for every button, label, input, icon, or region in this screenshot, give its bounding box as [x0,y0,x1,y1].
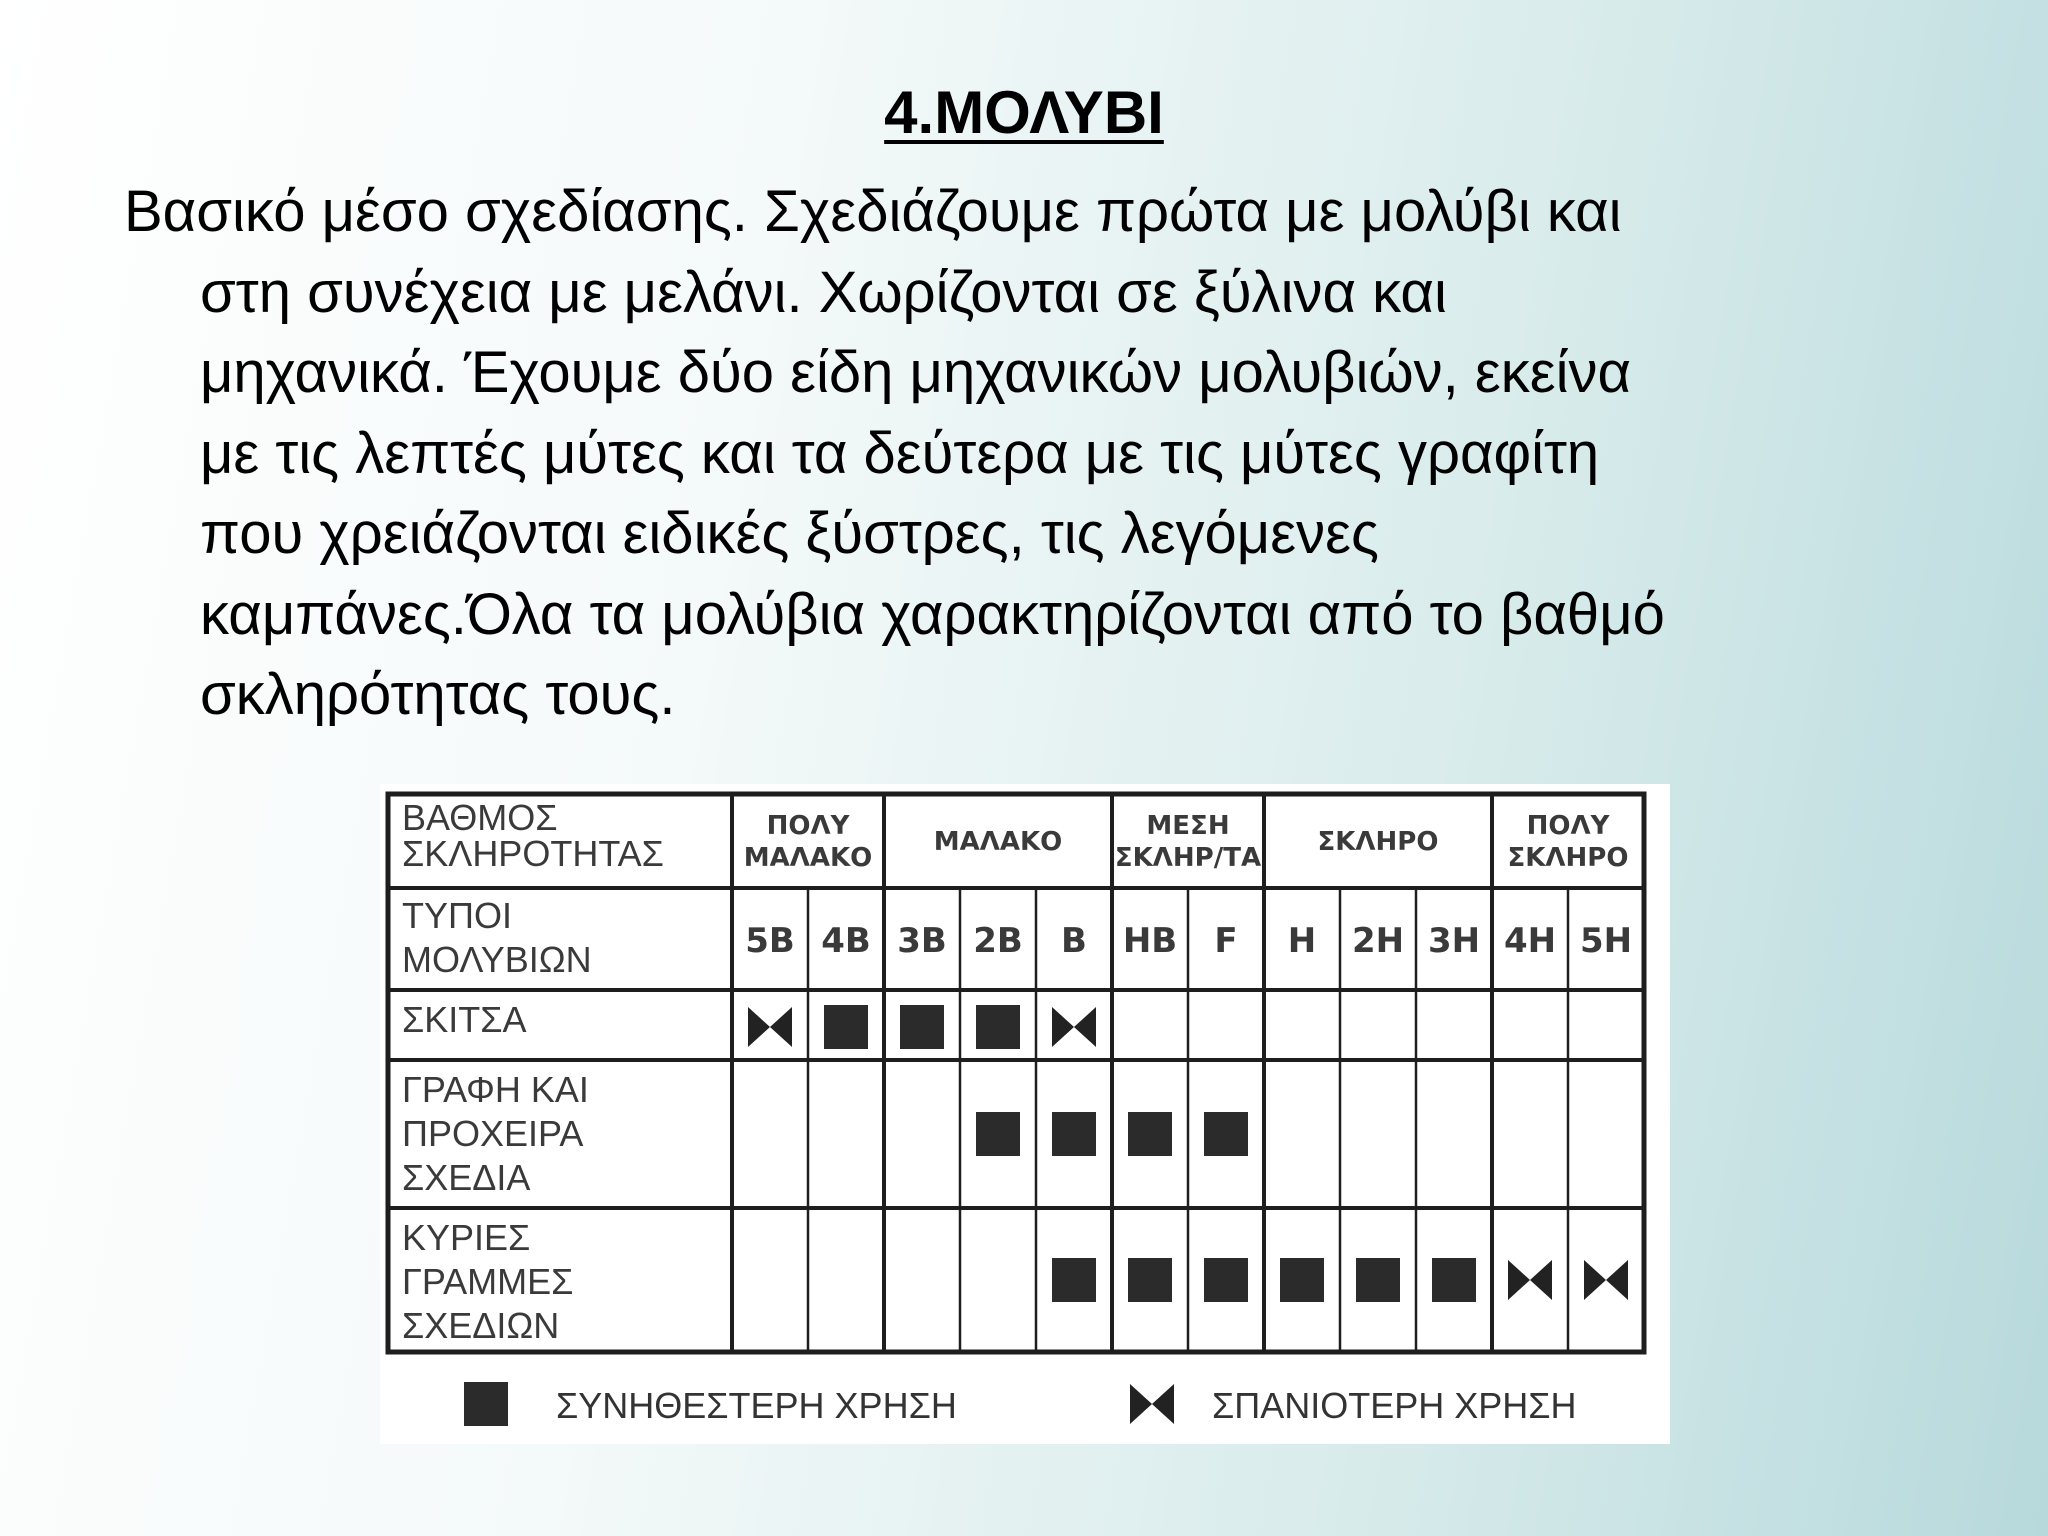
legend-rare-label: ΣΠΑΝΙΟΤΕΡΗ ΧΡΗΣΗ [1212,1385,1577,1426]
legend-common-label: ΣΥΝΗΘΕΣΤΕΡΗ ΧΡΗΣΗ [556,1385,957,1426]
common-use-mark [1128,1112,1172,1156]
pencil-type-label: 4B [821,921,871,961]
hardness-degree-label: ΒΑΘΜΟΣ ΣΚΛΗΡΟΤΗΤΑΣ [402,797,664,874]
common-use-mark [1204,1112,1248,1156]
usage-row-label: ΚΥΡΙΕΣ ΓΡΑΜΜΕΣ ΣΧΕΔΙΩΝ [402,1217,574,1346]
pencil-type-label: 5H [1579,921,1633,961]
legend-common-swatch [464,1382,508,1426]
pencil-type-label: 2H [1351,921,1405,961]
rare-use-mark [1508,1260,1552,1300]
pencil-type-label: F [1214,921,1238,961]
pencil-hardness-table-graphic [380,784,1670,1444]
common-use-mark [1052,1112,1096,1156]
common-use-mark [1052,1258,1096,1302]
common-use-mark [976,1005,1020,1049]
legend-rare-swatch [1130,1384,1174,1424]
paragraph-line: Βασικό μέσο σχεδίασης. Σχεδιάζουμε πρώτα με μολύβι και [124,179,1622,244]
pencil-type-label: 3B [897,921,947,961]
pencil-type-label: 5B [745,921,795,961]
paragraph-line: στη συνέχεια με μελάνι. Χωρίζονται σε ξύλινα και [200,259,1447,325]
common-use-mark [976,1112,1020,1156]
paragraph-line: μηχανικά. Έχουμε δύο είδη μηχανικών μολυβιών, εκείνα [200,340,1631,405]
pencil-hardness-table [380,784,1670,1444]
body-paragraph [124,172,1964,736]
common-use-mark [824,1005,868,1049]
hardness-group-label: ΜΑΛΑΚΟ [933,827,1063,857]
common-use-mark [1128,1258,1172,1302]
paragraph-line: που χρειάζονται ειδικές ξύστρες, τις λεγόμενες [200,501,1379,566]
hardness-group-label: ΠΟΛΥ ΣΚΛΗΡΟ [1507,811,1629,873]
pencil-type-label: B [1061,921,1087,961]
paragraph-line: καμπάνες.Όλα τα μολύβια χαρακτηρίζονται από το βαθμό [200,581,1665,647]
usage-row-label: ΣΚΙΤΣΑ [402,999,527,1040]
paragraph-line: με τις λεπτές μύτες και τα δεύτερα με τις μύτες γραφίτη [200,420,1600,486]
common-use-mark [1356,1258,1400,1302]
hardness-group-label: ΣΚΛΗΡΟ [1317,827,1439,857]
pencil-type-label: H [1287,921,1317,961]
common-use-mark [900,1005,944,1049]
usage-row-label: ΓΡΑΦΗ ΚΑΙ ΠΡΟΧΕΙΡΑ ΣΧΕΔΙΑ [402,1069,589,1198]
rare-use-mark [1584,1260,1628,1300]
pencil-type-label: 4H [1503,921,1557,961]
pencil-type-label: 3H [1427,921,1481,961]
pencil-type-label: 2B [973,921,1023,961]
hardness-group-label: ΠΟΛΥ ΜΑΛΑΚΟ [743,811,873,873]
pencil-types-label: ΤΥΠΟΙ ΜΟΛΥΒΙΩΝ [402,895,592,980]
common-use-mark [1280,1258,1324,1302]
paragraph-line: σκληρότητας τους. [200,662,676,727]
rare-use-mark [1052,1007,1096,1047]
pencil-type-label: HB [1122,921,1178,961]
common-use-mark [1432,1258,1476,1302]
common-use-mark [1204,1258,1248,1302]
hardness-group-label: ΜΕΣΗ ΣΚΛΗΡ/ΤΑ [1114,811,1262,873]
rare-use-mark [748,1007,792,1047]
slide-title: 4.ΜΟΛΥΒΙ [884,79,1164,146]
